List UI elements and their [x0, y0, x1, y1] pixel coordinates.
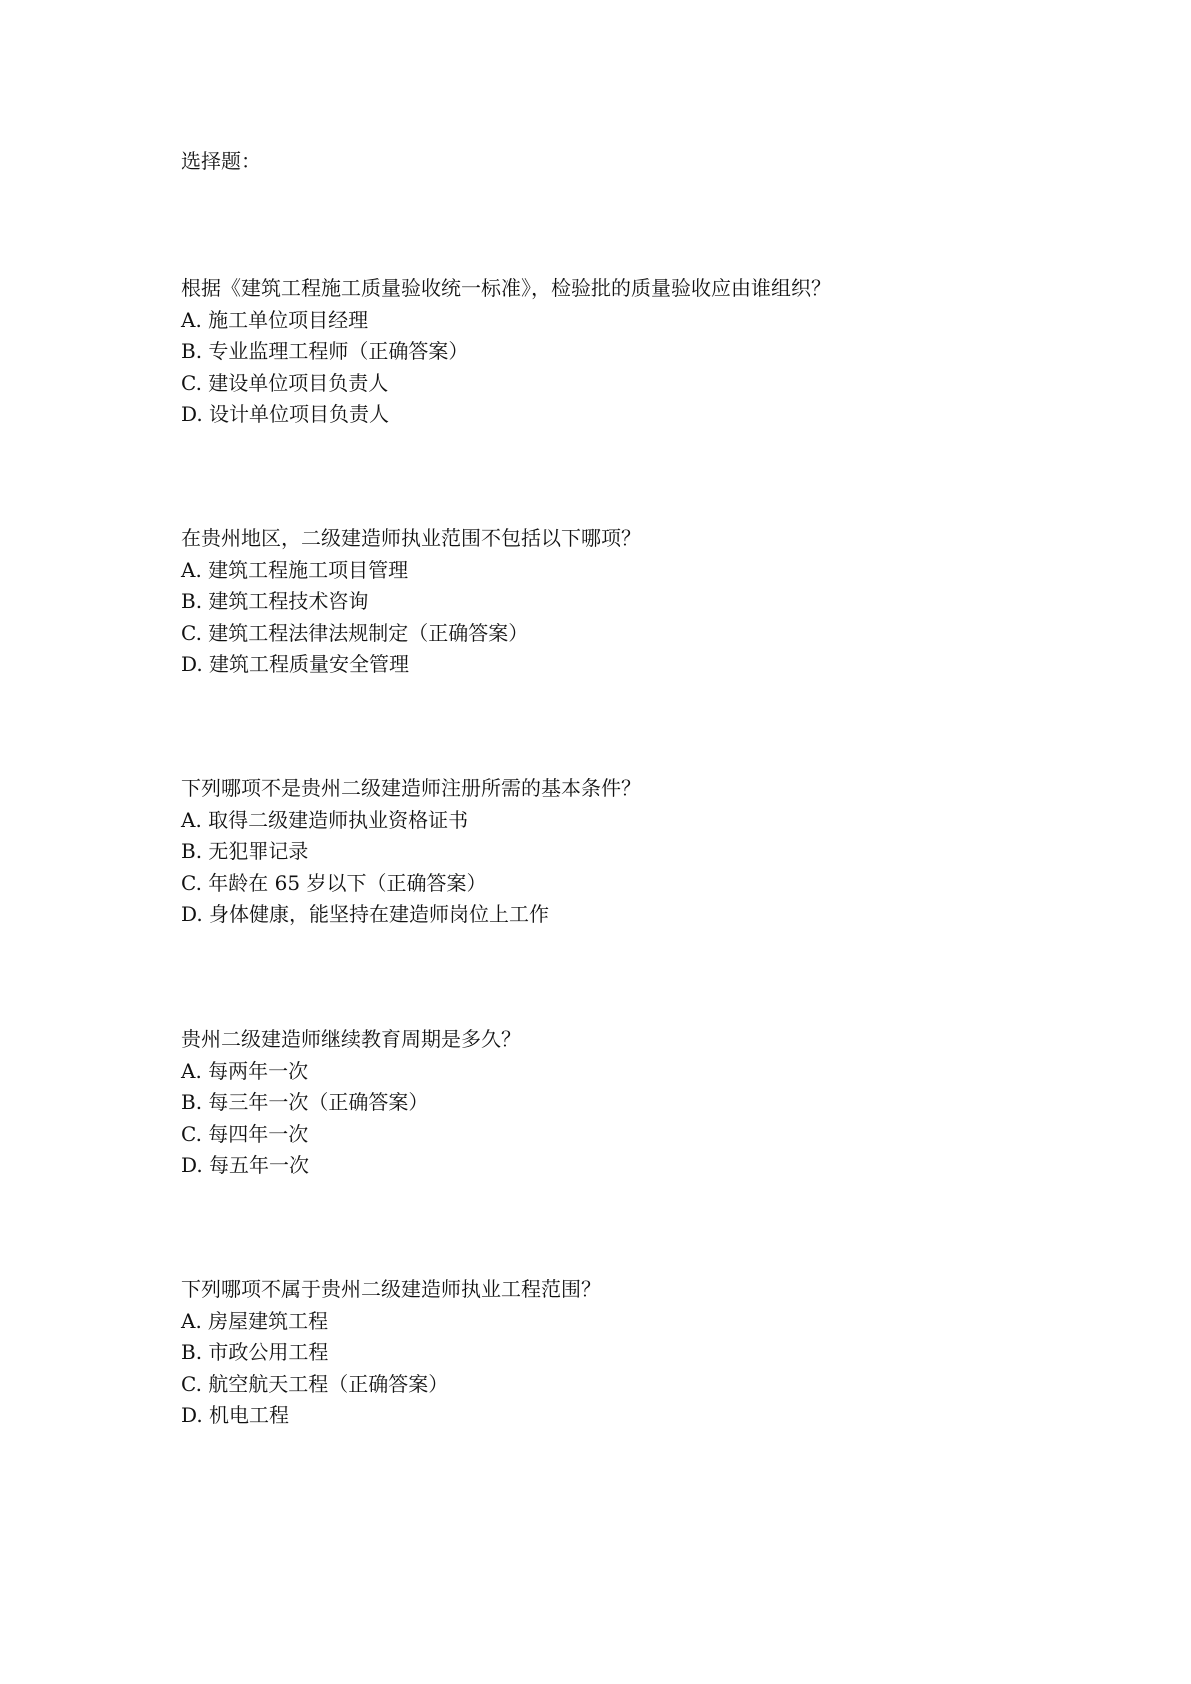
option-b: B. 建筑工程技术咨询	[181, 589, 369, 613]
option-b: B. 市政公用工程	[181, 1340, 329, 1364]
question-2	[181, 523, 1081, 681]
option-c: C. 建设单位项目负责人	[181, 370, 389, 395]
option-d: D. 身体健康，能坚持在建造师岗位上工作	[181, 902, 550, 926]
section-heading: 选择题：	[181, 149, 261, 173]
question-5	[181, 1274, 1081, 1432]
option-c: C. 年龄在 65 岁以下（正确答案）	[181, 870, 487, 895]
question-3	[181, 773, 1081, 931]
option-d: D. 每五年一次	[181, 1153, 310, 1177]
option-b: B. 专业监理工程师（正确答案）	[181, 339, 469, 363]
option-d: D. 机电工程	[181, 1403, 290, 1427]
question-stem: 在贵州地区，二级建造师执业范围不包括以下哪项？	[181, 526, 641, 550]
question-4	[181, 1024, 1081, 1182]
option-list	[181, 555, 1081, 681]
option-d: D. 设计单位项目负责人	[181, 402, 390, 426]
option-a: A. 房屋建筑工程	[181, 1308, 329, 1333]
question-stem: 下列哪项不是贵州二级建造师注册所需的基本条件？	[181, 776, 641, 800]
option-list	[181, 805, 1081, 931]
option-list	[181, 1306, 1081, 1432]
option-c: C. 建筑工程法律法规制定（正确答案）	[181, 620, 529, 645]
option-a: A. 每两年一次	[181, 1058, 309, 1083]
question-stem: 贵州二级建造师继续教育周期是多久？	[181, 1027, 521, 1051]
option-b: B. 无犯罪记录	[181, 839, 309, 863]
option-a: A. 取得二级建造师执业资格证书	[181, 807, 469, 832]
question-stem: 下列哪项不属于贵州二级建造师执业工程范围？	[181, 1277, 601, 1301]
question-1	[181, 273, 1081, 431]
question-stem: 根据《建筑工程施工质量验收统一标准》，检验批的质量验收应由谁组织？	[181, 276, 831, 300]
option-c: C. 航空航天工程（正确答案）	[181, 1371, 449, 1396]
option-a: A. 施工单位项目经理	[181, 307, 369, 332]
option-c: C. 每四年一次	[181, 1121, 309, 1146]
option-list	[181, 1056, 1081, 1182]
option-a: A. 建筑工程施工项目管理	[181, 557, 409, 582]
option-list	[181, 305, 1081, 431]
option-d: D. 建筑工程质量安全管理	[181, 652, 410, 676]
option-b: B. 每三年一次（正确答案）	[181, 1090, 429, 1114]
